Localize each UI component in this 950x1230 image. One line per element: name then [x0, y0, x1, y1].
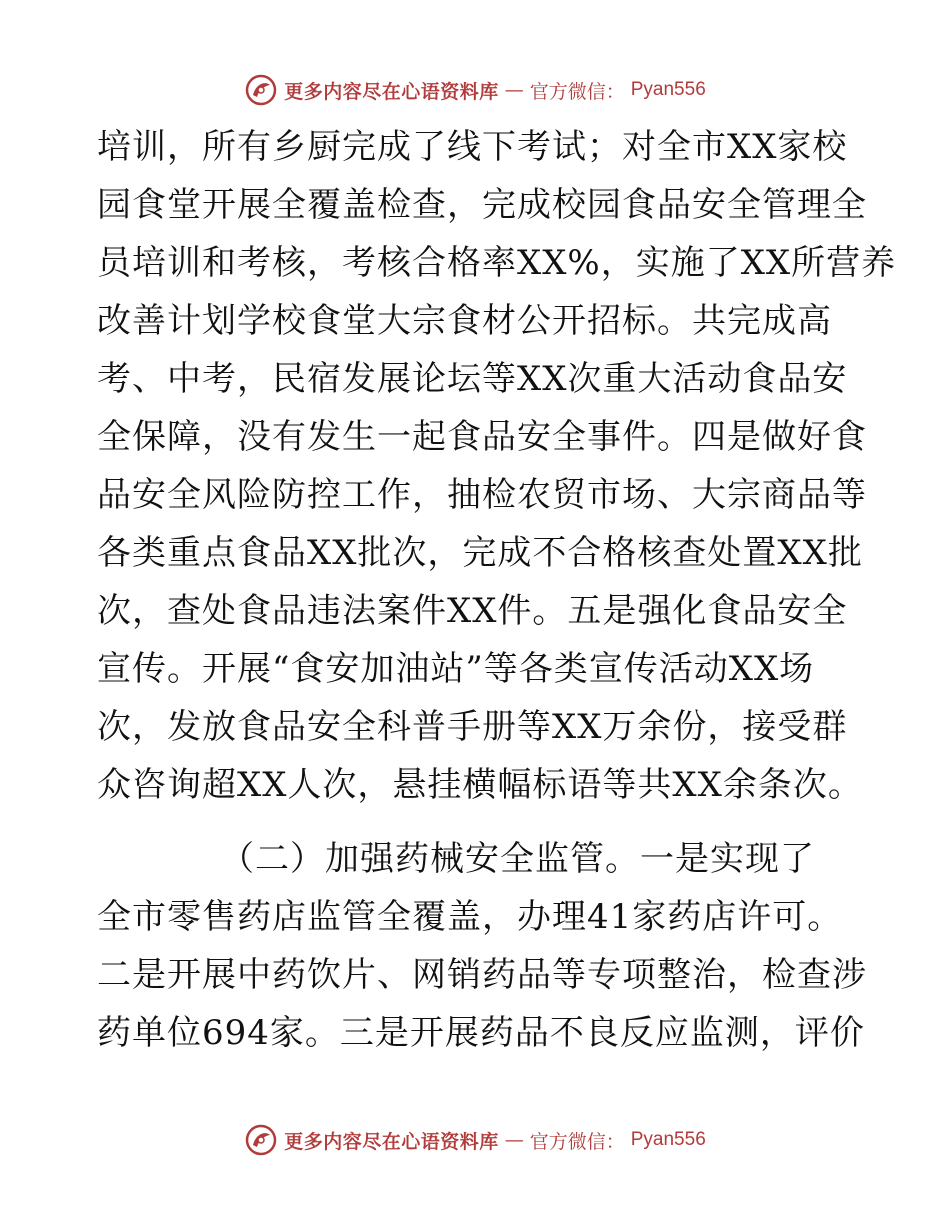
header-watermark [0, 70, 950, 110]
paragraph-drug-safety [97, 830, 867, 1062]
watermark-wechat-id: Pyan556 [630, 79, 706, 100]
paragraph-gap [97, 814, 857, 830]
text-line: 次，查处食品违法案件XX件。五是强化食品安全 [97, 591, 848, 631]
watermark-site-text: 更多内容尽在心语资料库 [284, 80, 499, 103]
text-line: 改善计划学校食堂大宗食材公开招标。共完成高 [97, 301, 832, 341]
text-line: 药单位694家。三是开展药品不良反应监测，评价 [97, 1013, 865, 1053]
leaf-swirl-icon [244, 73, 278, 107]
text-line: 众咨询超XX人次，悬挂横幅标语等共XX余条次。 [97, 765, 863, 805]
leaf-swirl-icon [244, 1123, 278, 1157]
watermark-dash: — [504, 79, 524, 101]
text-line: 宣传。开展“食安加油站”等各类宣传活动XX场 [97, 649, 815, 689]
document-body [97, 118, 897, 1062]
footer-watermark [0, 1120, 950, 1160]
watermark-wechat-id: Pyan556 [630, 1129, 706, 1150]
text-line: 全保障，没有发生一起食品安全事件。四是做好食 [97, 417, 867, 457]
watermark-wechat-label: 官方微信： [529, 80, 625, 103]
text-line: 品安全风险防控工作，抽检农贸市场、大宗商品等 [97, 475, 867, 515]
text-line: 园食堂开展全覆盖检查，完成校园食品安全管理全 [97, 185, 867, 225]
text-line: 培训，所有乡厨完成了线下考试；对全市XX家校 [97, 127, 848, 167]
paragraph-food-safety [97, 118, 897, 814]
text-line: （二）加强药械安全监管。一是实现了 [97, 839, 815, 879]
watermark-dash: — [504, 1129, 524, 1151]
text-line: 二是开展中药饮片、网销药品等专项整治，检查涉 [97, 955, 867, 995]
watermark-site-text: 更多内容尽在心语资料库 [284, 1130, 499, 1153]
text-line: 员培训和考核，考核合格率XX%，实施了XX所营养 [97, 243, 897, 283]
text-line: 次，发放食品安全科普手册等XX万余份，接受群 [97, 707, 848, 747]
watermark-wechat-label: 官方微信： [529, 1130, 625, 1153]
text-line: 各类重点食品XX批次，完成不合格核查处置XX批 [97, 533, 863, 573]
text-line: 考、中考，民宿发展论坛等XX次重大活动食品安 [97, 359, 848, 399]
text-line: 全市零售药店监管全覆盖，办理41家药店许可。 [97, 897, 843, 937]
